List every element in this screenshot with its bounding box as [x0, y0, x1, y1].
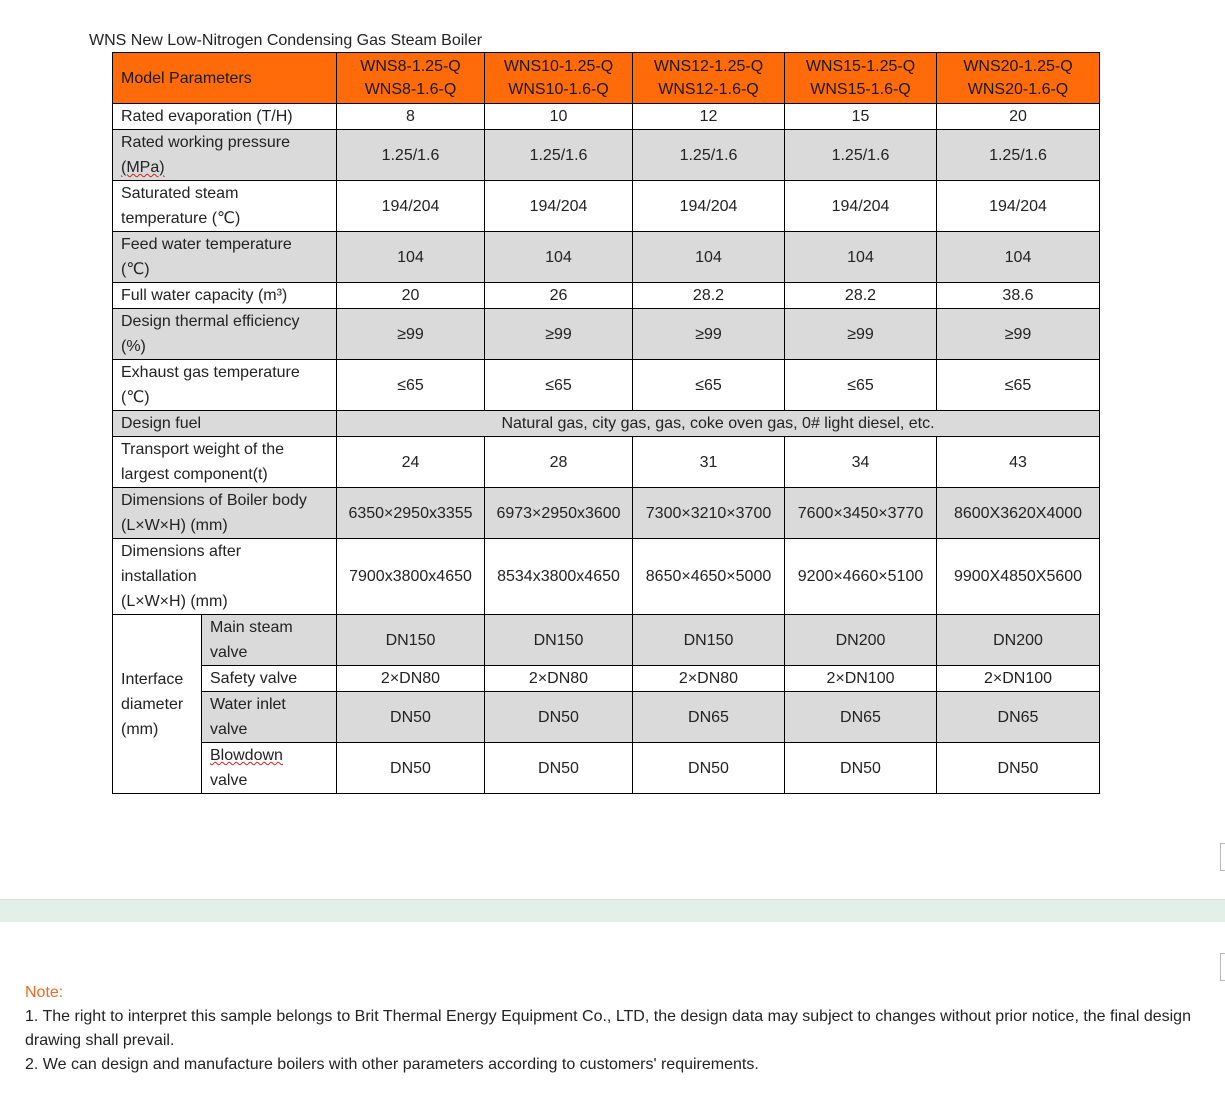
row-label: Water inlet valve: [202, 692, 337, 743]
table-cell: ≥99: [485, 309, 633, 360]
page-edge-marker: [1220, 843, 1225, 871]
table-cell: 2×DN100: [785, 666, 937, 692]
table-cell: DN65: [937, 692, 1100, 743]
row-label: Feed water temperature (℃): [113, 232, 337, 283]
table-cell: 2×DN100: [937, 666, 1100, 692]
model-header: WNS20-1.25-Q WNS20-1.6-Q: [937, 53, 1100, 104]
table-cell: DN200: [937, 615, 1100, 666]
table-cell: 20: [937, 104, 1100, 130]
table-row: [113, 488, 1100, 539]
notes-heading: Note:: [25, 984, 64, 1001]
table-cell: 6973×2950x3600: [485, 488, 633, 539]
table-row: [113, 411, 1100, 437]
table-cell: 1.25/1.6: [485, 130, 633, 181]
table-cell: ≥99: [785, 309, 937, 360]
table-cell: 194/204: [785, 181, 937, 232]
boiler-parameters-table: [112, 52, 1100, 794]
table-row: [113, 309, 1100, 360]
table-cell: 2×DN80: [337, 666, 485, 692]
table-cell: ≤65: [633, 360, 785, 411]
table-cell: DN200: [785, 615, 937, 666]
table-cell: ≤65: [785, 360, 937, 411]
table-cell: DN50: [337, 743, 485, 794]
row-label: Rated working pressure (MPa): [113, 130, 337, 181]
table-cell: 8600X3620X4000: [937, 488, 1100, 539]
table-cell: 194/204: [633, 181, 785, 232]
table-cell: 34: [785, 437, 937, 488]
table-cell: 1.25/1.6: [937, 130, 1100, 181]
header-row: [113, 53, 1100, 104]
table-cell: 28: [485, 437, 633, 488]
table-cell: DN150: [633, 615, 785, 666]
table-cell: 104: [633, 232, 785, 283]
table-cell: DN65: [633, 692, 785, 743]
table-row: [113, 130, 1100, 181]
table-cell: 2×DN80: [633, 666, 785, 692]
row-label: Rated evaporation (T/H): [113, 104, 337, 130]
table-cell: 194/204: [937, 181, 1100, 232]
row-label: Design fuel: [113, 411, 337, 437]
table-cell: DN50: [785, 743, 937, 794]
table-cell: DN50: [485, 692, 633, 743]
table-cell: 20: [337, 283, 485, 309]
table-cell: 2×DN80: [485, 666, 633, 692]
table-cell: 9200×4660×5100: [785, 539, 937, 615]
table-cell: 194/204: [485, 181, 633, 232]
table-cell: 9900X4850X5600: [937, 539, 1100, 615]
row-label: Design thermal efficiency (%): [113, 309, 337, 360]
document-title: WNS New Low-Nitrogen Condensing Gas Steam Boiler: [89, 32, 483, 49]
table-cell: 38.6: [937, 283, 1100, 309]
table-row: [113, 692, 1100, 743]
table-cell: DN65: [785, 692, 937, 743]
table-cell: DN50: [633, 743, 785, 794]
interface-diameter-label: Interface diameter (mm): [113, 615, 202, 794]
table-cell: 104: [337, 232, 485, 283]
design-fuel-cell: Natural gas, city gas, gas, coke oven gas, 0# light diesel, etc.: [337, 411, 1100, 437]
header-label: Model Parameters: [113, 53, 337, 104]
table-row: [113, 283, 1100, 309]
table-cell: 12: [633, 104, 785, 130]
table-cell: ≥99: [633, 309, 785, 360]
table-cell: 15: [785, 104, 937, 130]
model-header: WNS12-1.25-Q WNS12-1.6-Q: [633, 53, 785, 104]
table-cell: 104: [937, 232, 1100, 283]
table-cell: 31: [633, 437, 785, 488]
row-label: Transport weight of the largest component(t): [113, 437, 337, 488]
table-row: [113, 615, 1100, 666]
row-label: Blowdown valve: [202, 743, 337, 794]
table-cell: 194/204: [337, 181, 485, 232]
row-label: Exhaust gas temperature (℃): [113, 360, 337, 411]
table-cell: 7600×3450×3770: [785, 488, 937, 539]
table-row: [113, 360, 1100, 411]
table-cell: 1.25/1.6: [785, 130, 937, 181]
row-label: Main steam valve: [202, 615, 337, 666]
row-label: Dimensions after installation (L×W×H) (mm): [113, 539, 337, 615]
row-label: Full water capacity (m³): [113, 283, 337, 309]
model-header: WNS8-1.25-Q WNS8-1.6-Q: [337, 53, 485, 104]
table-cell: ≤65: [937, 360, 1100, 411]
model-header: WNS10-1.25-Q WNS10-1.6-Q: [485, 53, 633, 104]
table-cell: DN50: [337, 692, 485, 743]
table-cell: 1.25/1.6: [633, 130, 785, 181]
note-item: 2. We can design and manufacture boilers with other parameters according to customers' requirements.: [25, 1056, 759, 1073]
table-cell: 8534x3800x4650: [485, 539, 633, 615]
table-cell: 8650×4650×5000: [633, 539, 785, 615]
section-divider: [0, 899, 1225, 922]
table-cell: ≥99: [337, 309, 485, 360]
table-cell: 7900x3800x4650: [337, 539, 485, 615]
table-row: [113, 743, 1100, 794]
table-cell: 43: [937, 437, 1100, 488]
table-cell: 104: [785, 232, 937, 283]
table-cell: 1.25/1.6: [337, 130, 485, 181]
table-cell: ≥99: [937, 309, 1100, 360]
table-cell: 8: [337, 104, 485, 130]
table-row: [113, 104, 1100, 130]
table-cell: 28.2: [633, 283, 785, 309]
row-label: Dimensions of Boiler body (L×W×H) (mm): [113, 488, 337, 539]
note-item: 1. The right to interpret this sample belongs to Brit Thermal Energy Equipment Co., LTD, the design data may subject to changes without prior notice, the final design drawing shall prevail.: [25, 1008, 1191, 1049]
table-cell: 28.2: [785, 283, 937, 309]
table-cell: ≤65: [337, 360, 485, 411]
row-label: Saturated steam temperature (℃): [113, 181, 337, 232]
table-row: [113, 181, 1100, 232]
table-cell: 6350×2950x3355: [337, 488, 485, 539]
table-cell: 24: [337, 437, 485, 488]
table-row: [113, 539, 1100, 615]
row-label: Safety valve: [202, 666, 337, 692]
table-cell: DN50: [937, 743, 1100, 794]
table-row: [113, 232, 1100, 283]
notes-section: [25, 981, 1220, 1077]
table-cell: 7300×3210×3700: [633, 488, 785, 539]
page-edge-marker: [1220, 953, 1225, 981]
table-row: [113, 666, 1100, 692]
table-cell: DN150: [337, 615, 485, 666]
table-cell: 104: [485, 232, 633, 283]
table-cell: 26: [485, 283, 633, 309]
table-cell: ≤65: [485, 360, 633, 411]
table-row: [113, 437, 1100, 488]
table-cell: DN150: [485, 615, 633, 666]
table-cell: 10: [485, 104, 633, 130]
model-header: WNS15-1.25-Q WNS15-1.6-Q: [785, 53, 937, 104]
table-cell: DN50: [485, 743, 633, 794]
